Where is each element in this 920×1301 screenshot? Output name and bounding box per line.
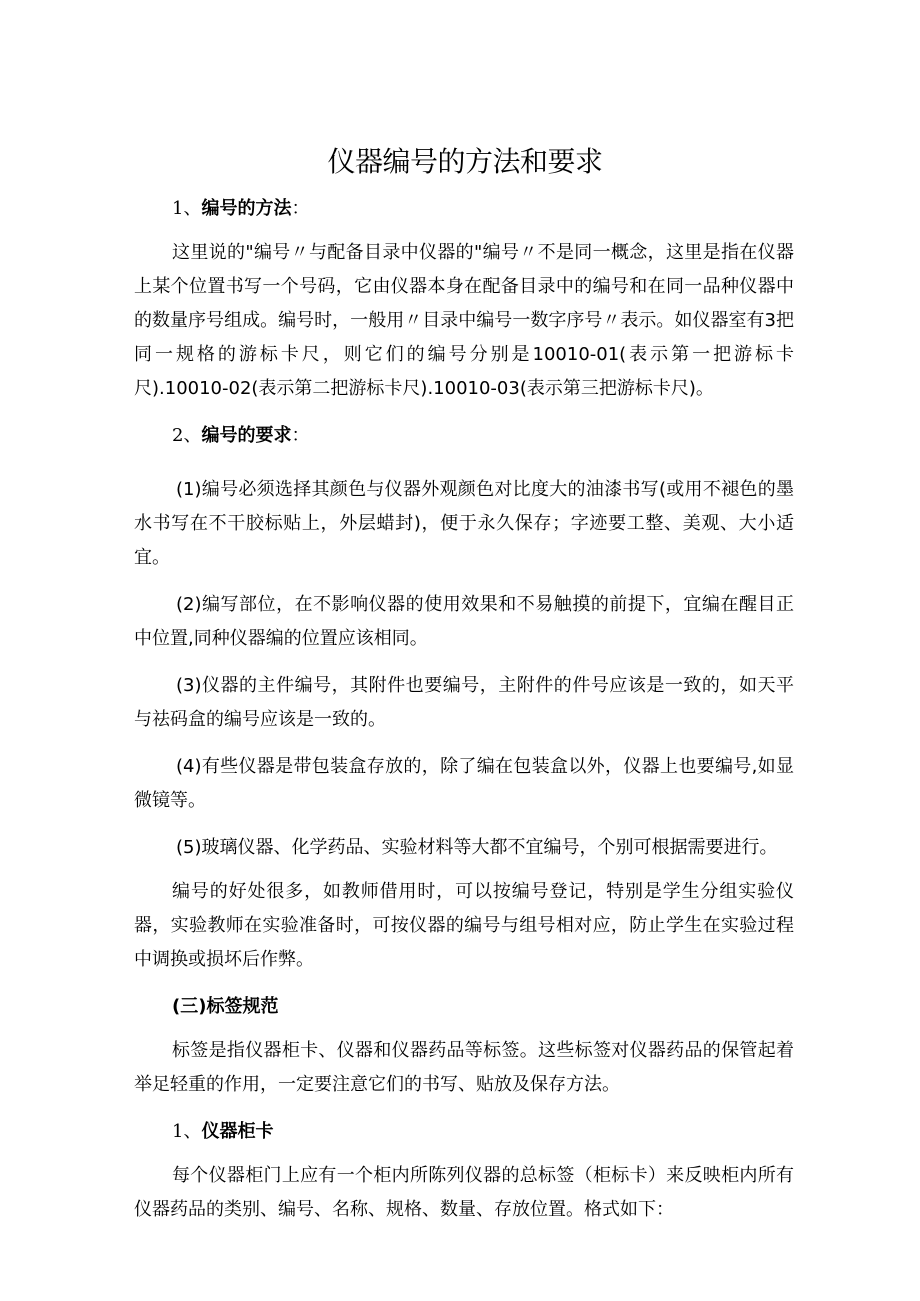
section-heading-requirements xyxy=(134,419,794,453)
requirement-item-5: (5)玻璃仪器、化学药品、实验材料等大都不宜编号，个别可根据需要进行。 xyxy=(176,837,778,858)
requirement-item-4: (4)有些仪器是带包装盒存放的，除了编在包装盒以外，仪器上也要编号,如显微镜等。 xyxy=(134,756,794,811)
requirement-item-2: (2)编写部位，在不影响仪器的使用效果和不易触摸的前提下，宜编在醒目正中位置,同种仪器编的位置应该相同。 xyxy=(134,594,794,649)
section-heading-method xyxy=(134,192,794,226)
paragraph-numbering-benefits: 编号的好处很多，如教师借用时，可以按编号登记，特别是学生分组实验仪器，实验教师在实验准备时，可按仪器的编号与组号相对应，防止学生在实验过程中调换或损坏后作弊。 xyxy=(134,881,794,970)
paragraph-method-description: 这里说的"编号〃与配备目录中仪器的"编号〃不是同一概念，这里是指在仪器上某个位置书写一个号码，它由仪器本身在配备目录中的编号和在同一品种仪器中的数量序号组成。编号时，一般用〃目录中编号一数字序号〃表示。如仪器室有3把同一规格的游标卡尺，则它们的编号分别是10010-01(表示第一把游标卡尺).10010-02(表示第二把游标卡尺).10010-03(表示第三把游标卡尺)。 xyxy=(134,242,794,399)
paragraph-label-description: 标签是指仪器柜卡、仪器和仪器药品等标签。这些标签对仪器药品的保管起着举足轻重的作用，一定要注意它们的书写、贴放及保存方法。 xyxy=(134,1040,794,1095)
section-heading-cabinet-card xyxy=(134,1115,794,1149)
section-label: 编号的方法 xyxy=(201,198,292,219)
requirement-item-3: (3)仪器的主件编号，其附件也要编号，主附件的件号应该是一致的，如天平与祛码盒的编号应该是一致的。 xyxy=(134,675,794,730)
section-number: 2、 xyxy=(172,425,202,446)
section-colon: ： xyxy=(291,198,310,219)
document-body xyxy=(134,192,794,1227)
section-colon: ： xyxy=(291,425,310,446)
paragraph-cabinet-card: 每个仪器柜门上应有一个柜内所陈列仪器的总标签（柜标卡）来反映柜内所有仪器药品的类别、编号、名称、规格、数量、存放位置。格式如下： xyxy=(134,1165,794,1220)
requirement-item-1: (1)编号必须选择其颜色与仪器外观颜色对比度大的油漆书写(或用不褪色的墨水书写在不干胶标贴上，外层蜡封)，便于永久保存；字迹要工整、美观、大小适宜。 xyxy=(134,479,794,568)
section-number: 1、 xyxy=(172,198,202,219)
section-label: 仪器柜卡 xyxy=(201,1121,274,1142)
page-title: 仪器编号的方法和要求 xyxy=(327,145,603,178)
section-number: 1、 xyxy=(172,1121,202,1142)
section-label: 编号的要求 xyxy=(201,425,292,446)
section-heading-label-standards: (三)标签规范 xyxy=(172,996,279,1017)
